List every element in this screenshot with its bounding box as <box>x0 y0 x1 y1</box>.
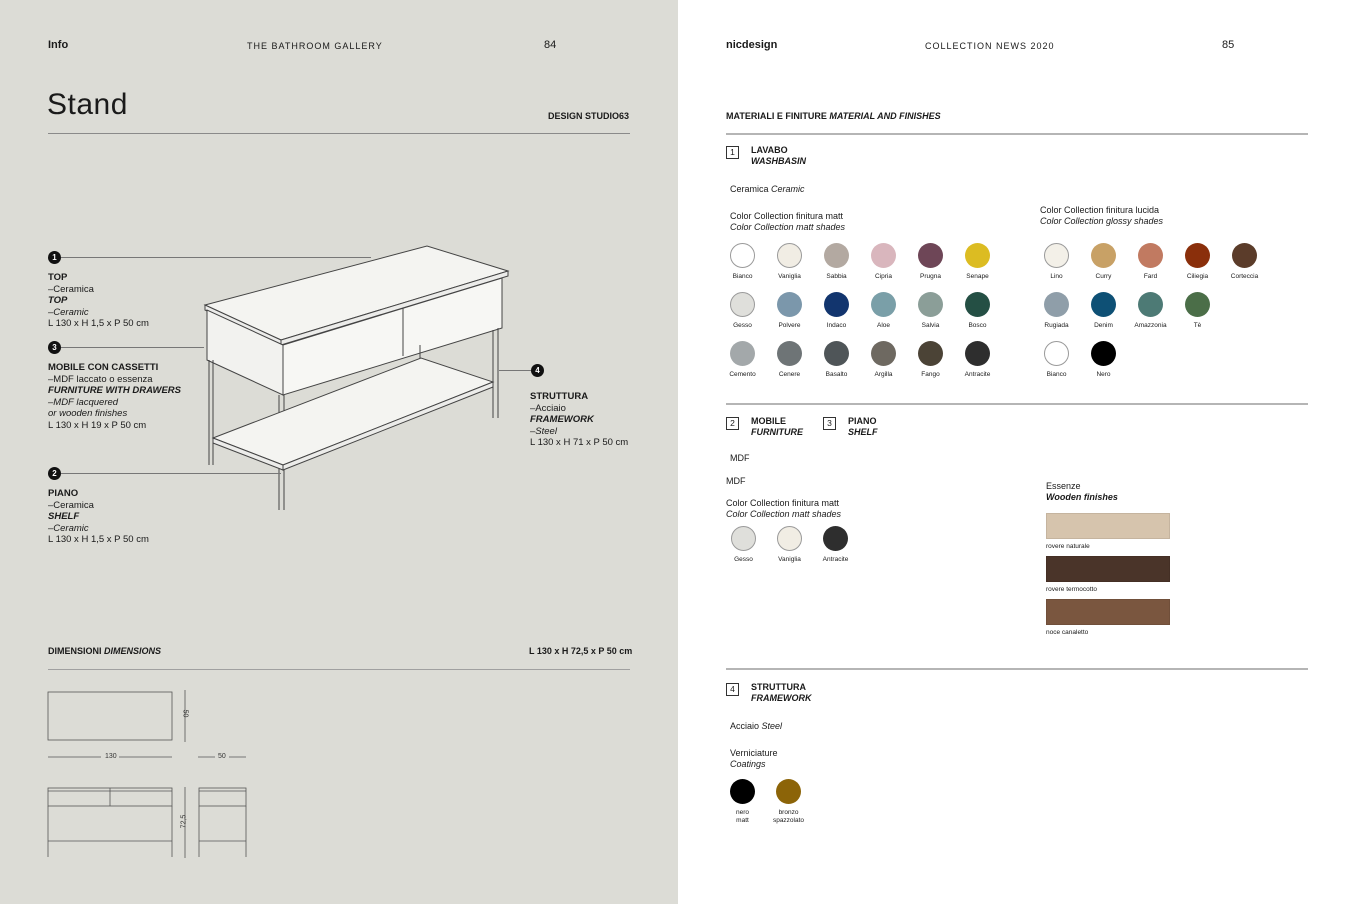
matt-color-swatch <box>824 341 849 366</box>
matt-color-swatch <box>777 341 802 366</box>
callout-3-text <box>48 362 181 431</box>
callout-2-line3: –Ceramic <box>48 522 89 534</box>
matt-color-label: Vaniglia <box>778 273 801 280</box>
s2-matt-title <box>726 498 841 520</box>
matt-color-label: Prugna <box>920 273 941 280</box>
callout-4-line3: –Steel <box>530 425 557 437</box>
callout-2-leader <box>61 473 281 474</box>
matt-color-label: Aloe <box>876 322 890 329</box>
matt-color-label: Argilla <box>874 371 893 378</box>
ceramic-label: Ceramic <box>771 184 805 194</box>
section-4-title <box>751 682 812 704</box>
glossy-color-label: Fard <box>1143 273 1158 280</box>
section-2-name: MOBILE <box>751 416 786 426</box>
wooden-finishes-label: Wooden finishes <box>1046 492 1118 502</box>
matt-color-swatch <box>871 292 896 317</box>
callout-4-leader <box>499 370 531 371</box>
section-1-name-en: WASHBASIN <box>751 156 807 166</box>
callout-1-text <box>48 272 149 330</box>
section-2-number: 2 <box>726 417 739 430</box>
materials-heading <box>726 111 941 121</box>
section-1-number: 1 <box>726 146 739 159</box>
section-2-name-en: FURNITURE <box>751 427 803 437</box>
coating-color-label: bronzo spazzolato <box>772 809 805 824</box>
section-2-rule <box>726 403 1308 405</box>
header-title-right: COLLECTION NEWS 2020 <box>925 41 1055 51</box>
page-number-right: 85 <box>1222 39 1235 51</box>
wood-swatch <box>1046 599 1170 625</box>
mdf-label-2: MDF <box>726 476 746 486</box>
matt-color-label: Basalto <box>825 371 848 378</box>
wood-finishes-title <box>1046 481 1118 503</box>
matt-color-label: Gesso <box>733 322 752 329</box>
wood-label: rovere naturale <box>1046 543 1090 550</box>
matt-color-label: Fango <box>921 371 940 378</box>
furniture-color-label: Antracite <box>822 556 849 563</box>
glossy-color-swatch <box>1044 243 1069 268</box>
callout-4-line4: L 130 x H 71 x P 50 cm <box>530 437 629 448</box>
title-rule <box>48 133 630 134</box>
furniture-color-swatch <box>823 526 848 551</box>
glossy-color-swatch <box>1044 292 1069 317</box>
section-4-rule <box>726 668 1308 670</box>
materials-title: MATERIALI E FINITURE <box>726 111 827 121</box>
page-number: 84 <box>544 39 557 51</box>
furniture-color-label: Vaniglia <box>778 556 801 563</box>
callout-4-line1: –Acciaio <box>530 402 566 414</box>
dimensions-label-en: DIMENSIONS <box>104 646 162 656</box>
matt-color-swatch <box>965 292 990 317</box>
furniture-color-swatch <box>777 526 802 551</box>
callout-1-leader <box>61 257 371 258</box>
callout-1-line2: TOP <box>48 295 68 306</box>
glossy-color-label: Ciliegia <box>1186 273 1209 280</box>
dimensions-heading <box>48 646 161 656</box>
callout-1-line3: –Ceramic <box>48 306 89 318</box>
callout-3-line2: FURNITURE WITH DRAWERS <box>48 385 181 396</box>
matt-color-swatch <box>777 292 802 317</box>
section-1-material <box>730 184 805 194</box>
glossy-color-label: Amazzonia <box>1134 322 1167 329</box>
matt-color-label: Bianco <box>732 273 753 280</box>
dim-height: 72,5 <box>180 814 188 829</box>
dimension-drawings <box>45 685 255 860</box>
matt-color-swatch <box>824 292 849 317</box>
matt-color-label: Bosco <box>968 322 987 329</box>
matt-color-label: Cemento <box>729 371 756 378</box>
callout-1-marker: 1 <box>48 251 61 264</box>
verniciature-label: Verniciature <box>730 748 778 758</box>
wood-swatch <box>1046 513 1170 539</box>
glossy-color-label: Tè <box>1193 322 1202 329</box>
matt-color-swatch <box>730 243 755 268</box>
matt-color-label: Salvia <box>921 322 940 329</box>
section-4-material <box>730 721 782 731</box>
callout-1-title: TOP <box>48 272 68 283</box>
matt-title: Color Collection finitura matt <box>730 211 844 221</box>
matt-color-label: Polvere <box>778 322 801 329</box>
matt-color-swatch <box>965 341 990 366</box>
glossy-color-swatch <box>1091 292 1116 317</box>
header-section-label: Info <box>48 39 69 51</box>
callout-4-text <box>530 391 628 449</box>
glossy-color-swatch <box>1138 243 1163 268</box>
glossy-color-label: Bianco <box>1046 371 1067 378</box>
matt-color-swatch <box>824 243 849 268</box>
dim-depth: 50 <box>218 753 226 760</box>
designer-label: DESIGN STUDIO63 <box>548 111 630 121</box>
matt-color-swatch <box>918 341 943 366</box>
steel-label: Steel <box>761 721 783 731</box>
matt-title-en: Color Collection matt shades <box>730 222 846 232</box>
section-3-title <box>848 416 878 438</box>
callout-2-title: PIANO <box>48 488 79 499</box>
header-title: THE BATHROOM GALLERY <box>247 41 383 51</box>
matt-color-label: Cenere <box>778 371 801 378</box>
glossy-title: Color Collection finitura lucida <box>1040 205 1160 215</box>
glossy-color-swatch <box>1232 243 1257 268</box>
section-2-title <box>751 416 803 438</box>
callout-1-line4: L 130 x H 1,5 x P 50 cm <box>48 318 149 329</box>
coating-color-label: nero matt <box>735 809 749 824</box>
glossy-title-en: Color Collection glossy shades <box>1040 216 1164 226</box>
matt-color-swatch <box>918 243 943 268</box>
glossy-color-label: Corteccia <box>1230 273 1259 280</box>
callout-3-line3: –MDF lacquered <box>48 396 119 408</box>
callout-3-title: MOBILE CON CASSETTI <box>48 362 159 373</box>
callout-2-marker: 2 <box>48 467 61 480</box>
matt-color-label: Sabbia <box>826 273 847 280</box>
glossy-color-label: Denim <box>1094 322 1113 329</box>
glossy-color-label: Nero <box>1096 371 1111 378</box>
callout-3-line4: or wooden finishes <box>48 408 128 419</box>
section-4-name: STRUTTURA <box>751 682 806 692</box>
glossy-color-swatch <box>1138 292 1163 317</box>
callout-1-line1: –Ceramica <box>48 283 94 295</box>
matt-color-label: Senape <box>966 273 989 280</box>
section-1-name: LAVABO <box>751 145 788 155</box>
brand-name: nicdesign <box>726 39 778 51</box>
ceramica-label: Ceramica <box>730 184 769 194</box>
coatings-title <box>730 748 778 770</box>
dim-width: 130 <box>105 753 117 760</box>
coating-color-swatch <box>776 779 801 804</box>
dim-depth-top: 50 <box>181 709 189 718</box>
s2-matt-title-en: Color Collection matt shades <box>726 509 842 519</box>
furniture-color-label: Gesso <box>734 556 753 563</box>
matt-color-label: Cipria <box>875 273 892 280</box>
dimensions-label: DIMENSIONI <box>48 646 102 656</box>
matt-color-swatch <box>730 341 755 366</box>
section-4-name-en: FRAMEWORK <box>751 693 812 703</box>
dimensions-value: L 130 x H 72,5 x P 50 cm <box>529 646 633 656</box>
section-4-number: 4 <box>726 683 739 696</box>
glossy-color-swatch <box>1091 341 1116 366</box>
callout-3-marker: 3 <box>48 341 61 354</box>
callout-2-line1: –Ceramica <box>48 499 94 511</box>
callout-4-marker: 4 <box>531 364 544 377</box>
callout-3-line5: L 130 x H 19 x P 50 cm <box>48 419 147 431</box>
callout-3-leader <box>61 347 204 348</box>
furniture-color-swatch <box>731 526 756 551</box>
acciaio-label: Acciaio <box>730 721 760 731</box>
wood-label: noce canaletto <box>1046 629 1089 636</box>
essenze-label: Essenze <box>1046 481 1081 491</box>
right-page <box>678 0 1356 904</box>
callout-2-line4: L 130 x H 1,5 x P 50 cm <box>48 534 149 545</box>
callout-2-text <box>48 488 149 546</box>
callout-2-line2: SHELF <box>48 511 80 522</box>
matt-color-swatch <box>871 243 896 268</box>
callout-3-line1: –MDF laccato o essenza <box>48 373 153 385</box>
matt-color-label: Indaco <box>826 322 847 329</box>
glossy-color-label: Lino <box>1050 273 1063 280</box>
section-3-number: 3 <box>823 417 836 430</box>
section-3-name-en: SHELF <box>848 427 878 437</box>
matt-color-swatch <box>777 243 802 268</box>
matt-color-swatch <box>918 292 943 317</box>
glossy-color-swatch <box>1091 243 1116 268</box>
materials-title-en: MATERIAL AND FINISHES <box>829 111 941 121</box>
product-title: Stand <box>47 88 128 121</box>
matt-color-swatch <box>730 292 755 317</box>
section-1-title <box>751 145 806 167</box>
coating-color-swatch <box>730 779 755 804</box>
s2-matt-title-it: Color Collection finitura matt <box>726 498 840 508</box>
materials-rule <box>726 133 1308 135</box>
matt-collection-title <box>730 211 845 233</box>
wood-swatch <box>1046 556 1170 582</box>
glossy-collection-title <box>1040 205 1163 227</box>
section-3-name: PIANO <box>848 416 877 426</box>
glossy-color-label: Curry <box>1095 273 1112 280</box>
glossy-color-swatch <box>1044 341 1069 366</box>
matt-color-swatch <box>871 341 896 366</box>
callout-4-title: STRUTTURA <box>530 391 589 402</box>
wood-label: rovere termocotto <box>1046 586 1097 593</box>
dimensions-rule <box>48 669 630 670</box>
coatings-label: Coatings <box>730 759 766 769</box>
matt-color-label: Antracite <box>964 371 991 378</box>
callout-4-line2: FRAMEWORK <box>530 414 594 425</box>
mdf-label-1: MDF <box>730 453 750 463</box>
glossy-color-swatch <box>1185 243 1210 268</box>
matt-color-swatch <box>965 243 990 268</box>
glossy-color-swatch <box>1185 292 1210 317</box>
glossy-color-label: Rugiada <box>1044 322 1069 329</box>
